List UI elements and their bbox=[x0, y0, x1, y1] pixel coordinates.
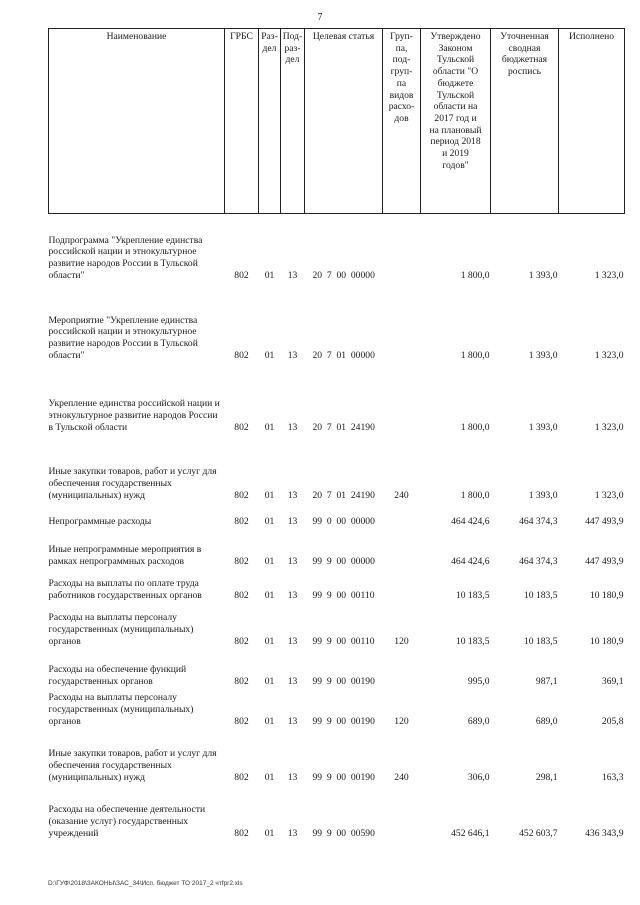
row-refined: 464 374,3 bbox=[519, 555, 558, 567]
row-approved: 464 424,6 bbox=[451, 555, 490, 567]
row-refined: 10 183,5 bbox=[523, 635, 558, 647]
row-razdel: 01 bbox=[264, 515, 275, 527]
row-executed: 436 343,9 bbox=[585, 827, 624, 839]
row-podrazdel: 13 bbox=[287, 555, 298, 567]
row-group bbox=[383, 784, 421, 840]
row-target: 99 9 00 00590 bbox=[312, 827, 375, 839]
row-razdel: 01 bbox=[264, 635, 275, 647]
header-podrazdel: Под- раз- дел bbox=[281, 29, 305, 214]
row-razdel: 01 bbox=[264, 771, 275, 783]
row-approved: 10 183,5 bbox=[455, 635, 490, 647]
row-group: 240 bbox=[394, 489, 409, 501]
header-group: Груп- па, под- груп- па видов расхо- дов bbox=[383, 29, 421, 214]
row-name: Непрограммные расходы bbox=[48, 515, 152, 527]
budget-table-container bbox=[48, 28, 624, 840]
row-group bbox=[383, 282, 421, 362]
row-razdel: 01 bbox=[264, 589, 275, 601]
row-executed: 1 323,0 bbox=[594, 269, 624, 281]
row-refined: 1 393,0 bbox=[528, 489, 558, 501]
table-row bbox=[49, 528, 625, 568]
row-executed: 1 323,0 bbox=[594, 489, 624, 501]
table-header bbox=[49, 29, 625, 214]
row-group bbox=[383, 528, 421, 568]
row-approved: 689,0 bbox=[467, 715, 490, 727]
row-refined: 298,1 bbox=[535, 771, 558, 783]
row-grbs: 802 bbox=[234, 555, 249, 567]
row-executed: 10 180,9 bbox=[589, 635, 624, 647]
row-razdel: 01 bbox=[264, 489, 275, 501]
row-podrazdel: 13 bbox=[287, 675, 298, 687]
row-name: Укрепление единства российской нации и этнокультурное развитие народов России в Тульской области bbox=[48, 398, 220, 433]
row-podrazdel: 13 bbox=[287, 269, 298, 281]
row-approved: 464 424,6 bbox=[451, 515, 490, 527]
row-name: Расходы на выплаты персоналу государственных (муниципальных) органов bbox=[48, 612, 194, 647]
row-grbs: 802 bbox=[234, 635, 249, 647]
row-approved: 452 646,1 bbox=[451, 827, 490, 839]
row-target: 20 7 01 24190 bbox=[312, 489, 375, 501]
row-executed: 10 180,9 bbox=[589, 589, 624, 601]
row-razdel: 01 bbox=[264, 675, 275, 687]
header-razdel: Раз- дел bbox=[259, 29, 281, 214]
row-target: 20 7 00 00000 bbox=[312, 269, 375, 281]
row-approved: 1 800,0 bbox=[460, 489, 490, 501]
row-grbs: 802 bbox=[234, 489, 249, 501]
header-name: Наименование bbox=[49, 29, 225, 214]
table-row bbox=[49, 648, 625, 688]
row-refined: 1 393,0 bbox=[528, 349, 558, 361]
row-podrazdel: 13 bbox=[287, 349, 298, 361]
row-target: 99 9 00 00190 bbox=[312, 675, 375, 687]
row-name: Подпрограмма "Укрепление единства российской нации и этнокультурное развитие народов России в Тульской области" bbox=[48, 234, 203, 281]
row-name: Иные непрограммные мероприятия в рамках непрограммных расходов bbox=[48, 544, 202, 567]
table-body bbox=[49, 214, 625, 840]
table-row bbox=[49, 214, 625, 282]
row-refined: 1 393,0 bbox=[528, 269, 558, 281]
row-name: Расходы на выплаты персоналу государственных (муниципальных) органов bbox=[48, 692, 194, 727]
row-grbs: 802 bbox=[234, 421, 249, 433]
row-approved: 306,0 bbox=[467, 771, 490, 783]
row-executed: 447 493,9 bbox=[585, 555, 624, 567]
row-podrazdel: 13 bbox=[287, 827, 298, 839]
table-row bbox=[49, 502, 625, 528]
row-name: Мероприятие "Укрепление единства российской нации и этнокультурное развитие народов России в Тульской области" bbox=[48, 314, 198, 361]
row-target: 99 9 00 00190 bbox=[312, 771, 375, 783]
row-podrazdel: 13 bbox=[287, 489, 298, 501]
table-row bbox=[49, 688, 625, 728]
row-target: 99 9 00 00000 bbox=[312, 555, 375, 567]
row-executed: 1 323,0 bbox=[594, 349, 624, 361]
row-grbs: 802 bbox=[234, 771, 249, 783]
header-executed: Исполнено bbox=[559, 29, 625, 214]
table-row bbox=[49, 728, 625, 784]
row-grbs: 802 bbox=[234, 515, 249, 527]
page-number: 7 bbox=[317, 12, 323, 23]
table-row bbox=[49, 784, 625, 840]
row-podrazdel: 13 bbox=[287, 421, 298, 433]
row-approved: 1 800,0 bbox=[460, 269, 490, 281]
row-group bbox=[383, 362, 421, 434]
row-target: 99 9 00 00110 bbox=[312, 635, 375, 647]
row-executed: 163,3 bbox=[601, 771, 624, 783]
row-approved: 995,0 bbox=[467, 675, 490, 687]
row-executed: 447 493,9 bbox=[585, 515, 624, 527]
header-approved: Утверждено Законом Тульской области "О бюджете Тульской области на 2017 год и на плановый период 2018 и 2019 годов" bbox=[421, 29, 491, 214]
table-row bbox=[49, 282, 625, 362]
row-group bbox=[383, 648, 421, 688]
row-refined: 464 374,3 bbox=[519, 515, 558, 527]
row-group: 240 bbox=[394, 771, 409, 783]
header-grbs: ГРБС bbox=[225, 29, 259, 214]
row-grbs: 802 bbox=[234, 827, 249, 839]
row-group: 120 bbox=[394, 715, 409, 727]
row-group bbox=[383, 568, 421, 602]
row-executed: 369,1 bbox=[601, 675, 624, 687]
row-target: 99 9 00 00190 bbox=[312, 715, 375, 727]
row-name: Расходы на обеспечение функций государственных органов bbox=[48, 664, 187, 687]
row-group bbox=[383, 502, 421, 528]
row-name: Расходы на выплаты по оплате труда работников государственных органов bbox=[48, 578, 202, 601]
row-refined: 987,1 bbox=[535, 675, 558, 687]
row-razdel: 01 bbox=[264, 555, 275, 567]
table-row bbox=[49, 434, 625, 502]
row-grbs: 802 bbox=[234, 715, 249, 727]
row-podrazdel: 13 bbox=[287, 771, 298, 783]
header-target: Целевая статья bbox=[305, 29, 383, 214]
header-refined: Уточненная сводная бюджетная роспись bbox=[491, 29, 559, 214]
row-refined: 452 603,7 bbox=[519, 827, 558, 839]
row-refined: 1 393,0 bbox=[528, 421, 558, 433]
row-podrazdel: 13 bbox=[287, 515, 298, 527]
row-target: 20 7 01 24190 bbox=[312, 421, 375, 433]
row-grbs: 802 bbox=[234, 349, 249, 361]
table-row bbox=[49, 362, 625, 434]
row-target: 20 7 01 00000 bbox=[312, 349, 375, 361]
row-podrazdel: 13 bbox=[287, 635, 298, 647]
row-approved: 10 183,5 bbox=[455, 589, 490, 601]
row-razdel: 01 bbox=[264, 827, 275, 839]
row-target: 99 0 00 00000 bbox=[312, 515, 375, 527]
row-name: Иные закупки товаров, работ и услуг для обеспечения государственных (муниципальных) нужд bbox=[48, 748, 217, 783]
row-target: 99 9 00 00110 bbox=[312, 589, 375, 601]
row-name: Иные закупки товаров, работ и услуг для обеспечения государственных (муниципальных) нужд bbox=[48, 466, 217, 501]
row-approved: 1 800,0 bbox=[460, 349, 490, 361]
row-podrazdel: 13 bbox=[287, 589, 298, 601]
row-name: Расходы на обеспечение деятельности (оказание услуг) государственных учреждений bbox=[48, 804, 206, 839]
file-path-footer: D:\ГУФ\2018\ЗАКОНЫ\ЗАС_34\Исп. бюджет ТО 2017_2 чтfpr2.xls bbox=[48, 880, 243, 887]
row-refined: 10 183,5 bbox=[523, 589, 558, 601]
row-grbs: 802 bbox=[234, 675, 249, 687]
row-razdel: 01 bbox=[264, 715, 275, 727]
row-razdel: 01 bbox=[264, 269, 275, 281]
row-razdel: 01 bbox=[264, 421, 275, 433]
row-podrazdel: 13 bbox=[287, 715, 298, 727]
row-razdel: 01 bbox=[264, 349, 275, 361]
row-grbs: 802 bbox=[234, 269, 249, 281]
table-row bbox=[49, 602, 625, 648]
table-row bbox=[49, 568, 625, 602]
budget-table bbox=[48, 28, 625, 840]
row-group bbox=[383, 214, 421, 282]
row-refined: 689,0 bbox=[535, 715, 558, 727]
row-grbs: 802 bbox=[234, 589, 249, 601]
row-group: 120 bbox=[394, 635, 409, 647]
row-executed: 205,8 bbox=[601, 715, 624, 727]
row-executed: 1 323,0 bbox=[594, 421, 624, 433]
row-approved: 1 800,0 bbox=[460, 421, 490, 433]
